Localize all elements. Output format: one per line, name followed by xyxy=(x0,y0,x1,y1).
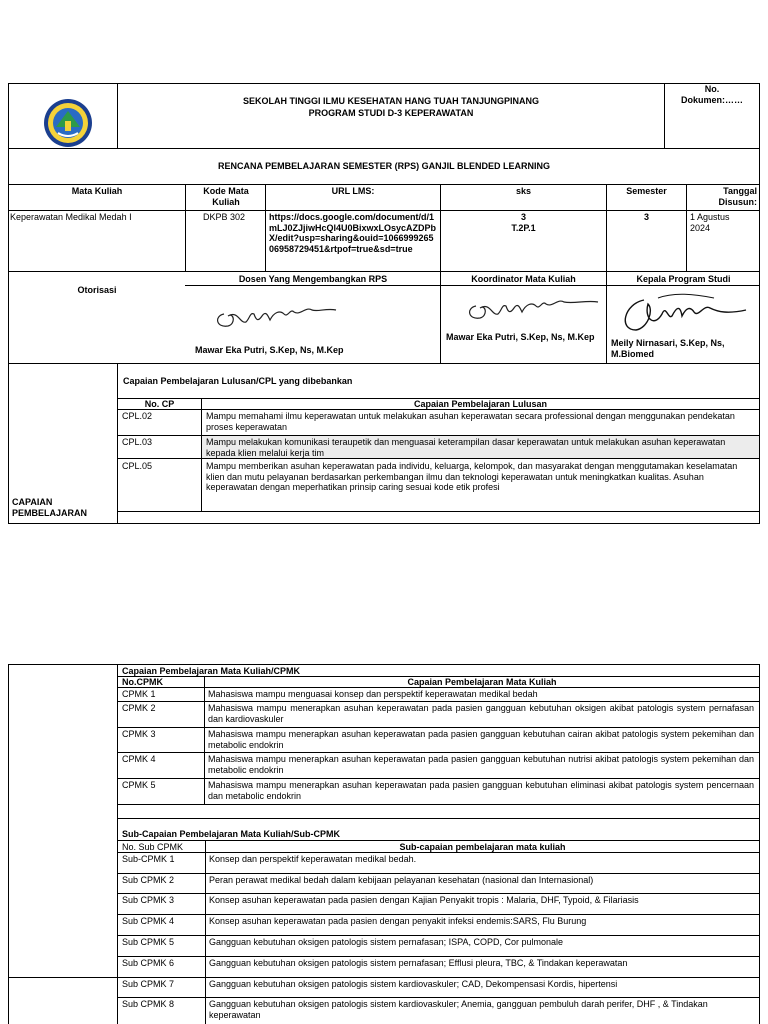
col-kode: Kode Mata Kuliah xyxy=(203,186,249,207)
semester-value: 3 xyxy=(643,212,649,222)
kaprodi-header: Kepala Program Studi xyxy=(636,274,731,284)
subcpmk-col-no: No. Sub CPMK xyxy=(122,842,184,852)
cpmk-no: CPMK 5 xyxy=(122,780,156,790)
subcpmk-desc: Konsep asuhan keperawatan pada pasien dengan Kajian Penyakit tropis : Malaria, DHF, Typoid, & Filariasis xyxy=(209,895,639,905)
subcpmk-no: Sub-CPMK 1 xyxy=(122,854,175,864)
col-tanggal-2: Disusun: xyxy=(718,197,757,207)
document-title: RENCANA PEMBELAJARAN SEMESTER (RPS) GANJIL BLENDED LEARNING xyxy=(217,161,551,171)
koordinator-signature xyxy=(462,290,602,326)
program-name: PROGRAM STUDI D-3 KEPERAWATAN xyxy=(308,108,474,118)
col-mata-kuliah: Mata Kuliah xyxy=(71,186,123,196)
subcpmk-no: Sub CPMK 5 xyxy=(122,937,175,947)
institution-name: SEKOLAH TINGGI ILMU KESEHATAN HANG TUAH TANJUNGPINANG xyxy=(243,96,539,106)
cpmk-desc: Mahasiswa mampu menerapkan asuhan keperawatan pada pasien gangguan kebutuhan oksigen akibat patologis system pernafasan dan kardiovaskuler xyxy=(208,703,754,724)
subcpmk-desc: Gangguan kebutuhan oksigen patologis sistem pernafasan; Efflusi pleura, TBC, & Tindakan keperawatan xyxy=(209,958,628,968)
koordinator-header: Koordinator Mata Kuliah xyxy=(471,274,576,284)
subcpmk-no: Sub CPMK 3 xyxy=(122,895,175,905)
col-semester: Semester xyxy=(626,186,667,196)
subcpmk-no: Sub CPMK 7 xyxy=(122,979,175,989)
otorisasi-label: Otorisasi xyxy=(77,285,117,295)
dosen-name: Mawar Eka Putri, S.Kep, Ns, M.Kep xyxy=(195,345,344,355)
dosen-header: Dosen Yang Mengembangkan RPS xyxy=(238,274,388,284)
kaprodi-name: Meily Nirnasari, S.Kep, Ns, M.Biomed xyxy=(611,338,725,359)
cpl-desc: Mampu memahami ilmu keperawatan untuk melakukan asuhan keperawatan secara professional dengan menggunakan pendekatan proses keperawatan xyxy=(206,411,735,432)
subcpmk-desc: Konsep asuhan keperawatan pada pasien dengan penyakit infeksi endemis:SARS, Flu Burung xyxy=(209,916,587,926)
subcpmk-desc: Gangguan kebutuhan oksigen patologis sistem kardiovaskuler; CAD, Dekompensasi Kordis, hipertensi xyxy=(209,979,618,989)
t1-top xyxy=(8,83,760,84)
course-name: Keperawatan Medikal Medah I xyxy=(10,212,132,222)
sks-detail: T.2P.1 xyxy=(511,223,536,233)
lms-url-link[interactable]: https://docs.google.com/document/d/1mLJ0ZJjiwHcQl4U0BixwxLOsycAZDPbX/edit?usp=sharing&ouid=106699926506958729451&rtpof=true&sd=true xyxy=(269,212,437,254)
cpmk-col-desc: Capaian Pembelajaran Mata Kuliah xyxy=(407,677,557,687)
t1-left xyxy=(8,83,9,524)
cpl-no: CPL.03 xyxy=(122,437,153,447)
cpl-col-desc: Capaian Pembelajaran Lulusan xyxy=(413,399,548,409)
tanggal-value: 1 Agustus 2024 xyxy=(690,212,730,233)
dosen-signature xyxy=(210,298,340,334)
cpl-title: Capaian Pembelajaran Lulusan/CPL yang dibebankan xyxy=(123,376,353,386)
subcpmk-no: Sub CPMK 6 xyxy=(122,958,175,968)
col-tanggal-1: Tanggal xyxy=(723,186,757,196)
cpl-col-no: No. CP xyxy=(144,399,175,409)
subcpmk-no: Sub CPMK 4 xyxy=(122,916,175,926)
col-url: URL LMS: xyxy=(331,186,375,196)
subcpmk-desc: Konsep dan perspektif keperawatan medikal bedah. xyxy=(209,854,417,864)
doc-label: Dokumen:…… xyxy=(680,95,743,105)
cpl-no: CPL.02 xyxy=(122,411,153,421)
cpl-desc: Mampu melakukan komunikasi teraupetik dan menguasai keterampilan dasar keperawatan untuk melakukan asuhan keperawatan kepada klien melalui kerja tim xyxy=(206,437,726,458)
col-sks: sks xyxy=(515,186,532,196)
cpmk-title: Capaian Pembelajaran Mata Kuliah/CPMK xyxy=(122,666,301,676)
subcpmk-desc: Peran perawat medikal bedah dalam kebijaan pelayanan kesehatan (nasional dan Internasional) xyxy=(209,875,594,885)
subcpmk-col-desc: Sub-capaian pembelajaran mata kuliah xyxy=(399,842,566,852)
course-code: DKPB 302 xyxy=(203,212,246,222)
cpmk-no: CPMK 4 xyxy=(122,754,156,764)
cpl-no: CPL.05 xyxy=(122,461,153,471)
cpmk-desc: Mahasiswa mampu menerapkan asuhan keperawatan pada pasien gangguan kebutuhan nutrisi akibat patologis system pekemihan dan metabolic endokrin xyxy=(208,754,754,775)
cpmk-no: CPMK 3 xyxy=(122,729,156,739)
subcpmk-desc: Gangguan kebutuhan oksigen patologis sistem pernafasan; ISPA, COPD, Cor pulmonale xyxy=(209,937,564,947)
cpmk-no: CPMK 1 xyxy=(122,689,156,699)
cpmk-desc: Mahasiswa mampu menerapkan asuhan keperawatan pada pasien gangguan kebutuhan eliminasi akibat patologis system pencernaan dan metabolic endokrin xyxy=(208,780,754,801)
doc-no-label: No. xyxy=(704,84,720,94)
cpmk-no: CPMK 2 xyxy=(122,703,156,713)
sks-value: 3 xyxy=(520,212,526,222)
capaian-side-label: CAPAIAN PEMBELAJARAN xyxy=(12,497,88,518)
t1-bottom xyxy=(8,523,760,524)
kaprodi-signature xyxy=(614,290,754,338)
subcpmk-no: Sub CPMK 8 xyxy=(122,999,175,1009)
institution-logo xyxy=(42,97,94,149)
cpmk-desc: Mahasiswa mampu menerapkan asuhan keperawatan pada pasien gangguan kebutuhan cairan akibat patologis system pekemihan dan metabolic endokrin xyxy=(208,729,754,750)
subcpmk-desc: Gangguan kebutuhan oksigen patologis sistem kardiovaskuler; Anemia, gangguan pembuluh darah perifer, DHF , & Tindakan keperawatan xyxy=(209,999,708,1020)
cpmk-col-no: No.CPMK xyxy=(122,677,163,687)
subcpmk-no: Sub CPMK 2 xyxy=(122,875,175,885)
koordinator-name: Mawar Eka Putri, S.Kep, Ns, M.Kep xyxy=(446,332,595,342)
cpl-desc: Mampu memberikan asuhan keperawatan pada individu, keluarga, kelompok, dan masyarakat dengan menggutamakan keselamatan klien dan mutu pelayanan berdasarkan perkembangan ilmu dan teknologi keperawatan untuk meningkatkan kualitas. Asuhan keperawatan dengan meperhatikan prinsip caring sesuai kode etik profesi xyxy=(206,461,738,492)
cpmk-desc: Mahasiswa mampu menguasai konsep dan perspektif keperawatan medikal bedah xyxy=(208,689,538,699)
subcpmk-title: Sub-Capaian Pembelajaran Mata Kuliah/Sub-CPMK xyxy=(122,829,341,839)
